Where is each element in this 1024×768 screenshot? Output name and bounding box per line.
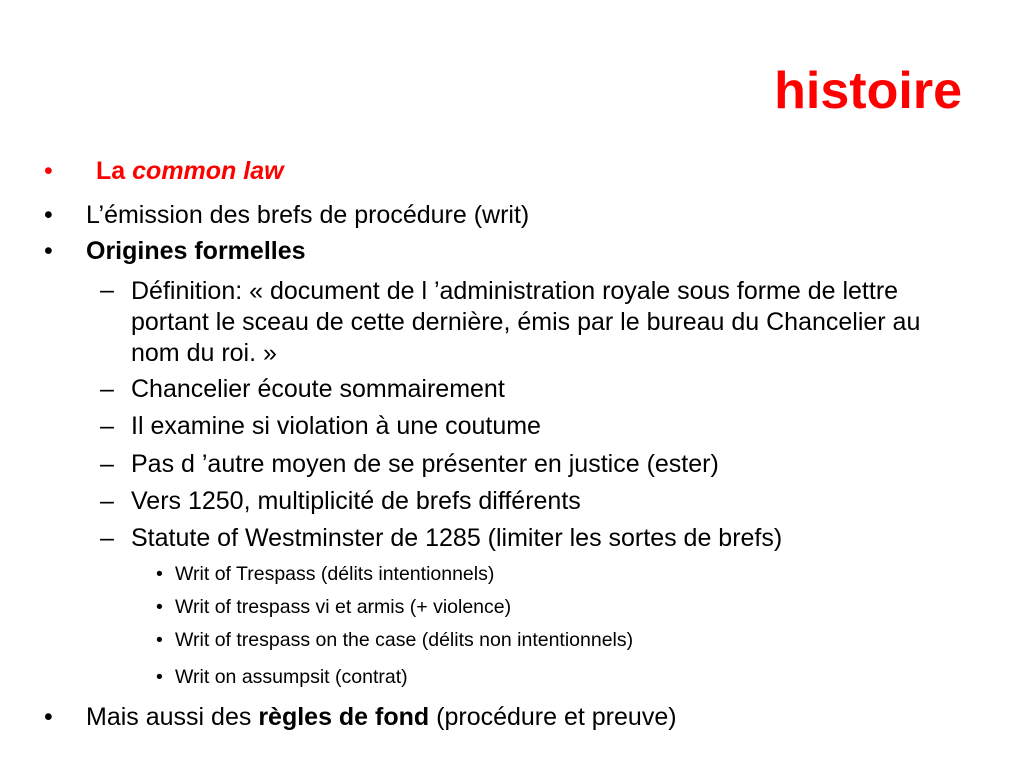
dash-marker: – xyxy=(100,524,114,552)
list-item: Writ of Trespass (délits intentionnels) xyxy=(175,563,495,585)
slide-title: histoire xyxy=(774,62,962,120)
bullet-marker: • xyxy=(156,629,163,651)
bullet-marker: • xyxy=(156,596,163,618)
bullet-marker: • xyxy=(44,703,53,731)
list-item: Vers 1250, multiplicité de brefs différents xyxy=(131,487,581,515)
list-item: Chancelier écoute sommairement xyxy=(131,375,505,403)
bullet-marker: • xyxy=(156,666,163,688)
list-item-after: (procédure et preuve) xyxy=(436,703,677,731)
list-item-definition: Définition: « document de l ’administration royale sous forme de lettre portant le sceau de cette dernière, émis par le bureau du Chancelier au nom du roi. » xyxy=(131,277,921,367)
list-item: Writ of trespass on the case (délits non intentionnels) xyxy=(175,629,634,651)
list-item: Origines formelles xyxy=(86,237,306,265)
dash-marker: – xyxy=(100,276,114,304)
list-item-common-law xyxy=(96,157,284,186)
dash-marker: – xyxy=(100,450,114,478)
list-item-emphasis: common law xyxy=(132,157,284,185)
list-item: Writ of trespass vi et armis (+ violence) xyxy=(175,596,512,618)
list-item-regles-de-fond xyxy=(86,703,677,732)
list-item: Statute of Westminster de 1285 (limiter les sortes de brefs) xyxy=(131,524,783,552)
bullet-marker: • xyxy=(156,563,163,585)
bullet-marker: • xyxy=(44,201,53,229)
dash-marker: – xyxy=(100,375,114,403)
bullet-marker: • xyxy=(44,237,53,265)
list-item: Il examine si violation à une coutume xyxy=(131,412,541,440)
list-item-before: Mais aussi des xyxy=(86,703,252,731)
dash-marker: – xyxy=(100,487,114,515)
list-item: Writ on assumpsit (contrat) xyxy=(175,666,408,688)
list-item: Pas d ’autre moyen de se présenter en justice (ester) xyxy=(131,450,719,478)
list-item-prefix: La xyxy=(96,157,126,185)
bullet-marker: • xyxy=(44,157,53,185)
list-item-bold: règles de fond xyxy=(258,703,430,731)
dash-marker: – xyxy=(100,412,114,440)
list-item: L’émission des brefs de procédure (writ) xyxy=(86,201,530,229)
